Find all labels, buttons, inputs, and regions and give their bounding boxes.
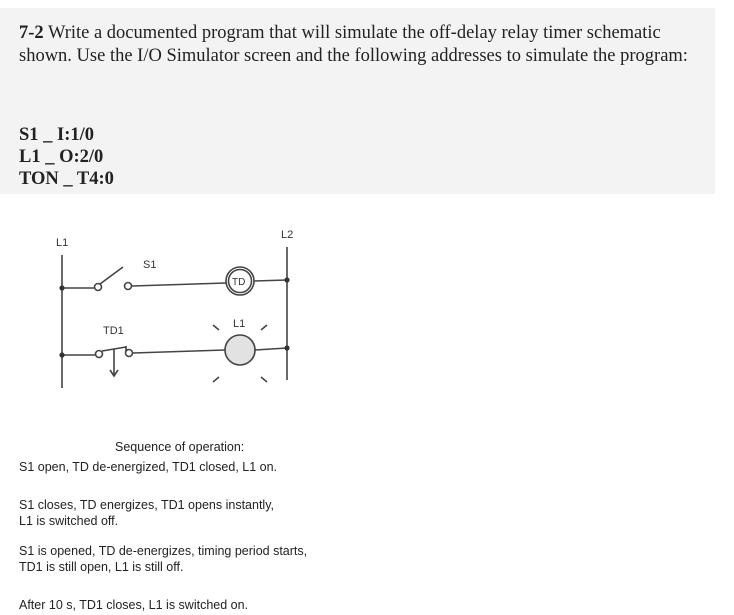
step-line: After 10 s, TD1 closes, L1 is switched on. — [19, 598, 249, 612]
problem-number: 7-2 — [19, 23, 44, 43]
address-s1: S1 _ I:1/0 — [19, 125, 95, 145]
problem-statement — [0, 8, 715, 194]
sequence-step — [19, 597, 248, 613]
sequence-step — [19, 497, 274, 529]
address-ton: TON _ T4:0 — [19, 169, 114, 189]
rail-label-l1: L1 — [56, 237, 69, 249]
sequence-step — [19, 459, 277, 475]
switch-label: S1 — [143, 259, 157, 271]
step-line: S1 is opened, TD de-energizes, timing period starts, — [19, 544, 308, 558]
step-line: S1 open, TD de-energized, TD1 closed, L1 on. — [19, 460, 278, 474]
sequence-title: Sequence of operation: — [115, 440, 245, 454]
step-line: TD1 is still open, L1 is still off. — [19, 560, 184, 574]
address-l1: L1 _ O:2/0 — [19, 147, 104, 167]
problem-body: Write a documented program that will simulate the off-delay relay timer schematic shown. Use the I/O Simulator screen and the following addresses to simulate the program: — [19, 23, 688, 66]
switch-blade — [100, 267, 123, 284]
coil-label: TD — [232, 277, 246, 288]
address-list — [19, 124, 114, 190]
step-line: S1 closes, TD energizes, TD1 opens instantly, — [19, 498, 274, 512]
lamp-icon — [225, 335, 255, 365]
contact-label: TD1 — [103, 325, 124, 337]
problem-text — [19, 22, 714, 68]
rail-label-l2: L2 — [281, 229, 294, 241]
step-line: L1 is switched off. — [19, 514, 119, 528]
lamp-label: L1 — [233, 318, 246, 330]
ladder-schematic — [0, 210, 320, 390]
sequence-step — [19, 543, 307, 575]
